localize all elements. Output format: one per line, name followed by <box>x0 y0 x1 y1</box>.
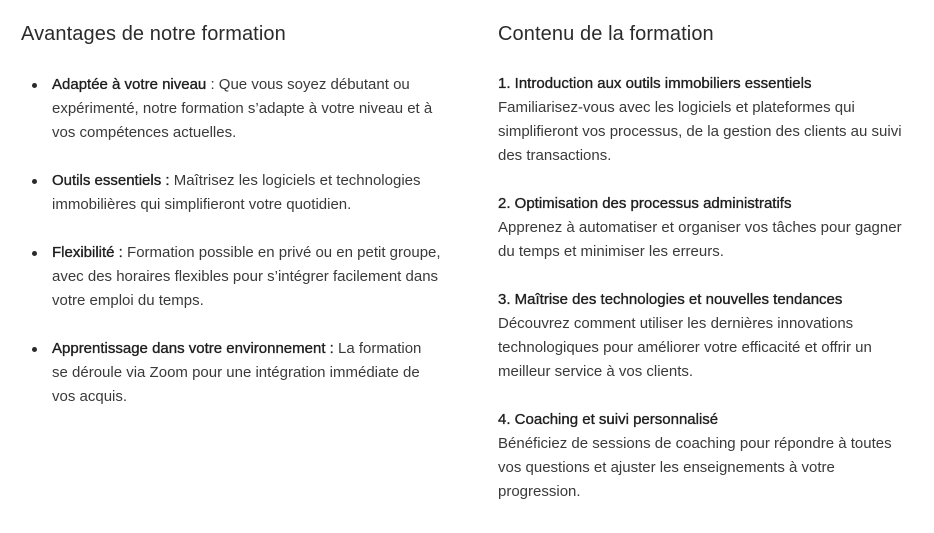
benefit-text: La formation se déroule via Zoom pour une intégration immédiate de vos acquis. <box>52 340 422 405</box>
benefit-text: Que vous soyez débutant ou expérimenté, notre formation s’adapte à votre niveau et à vos compétences actuelles. <box>52 76 433 141</box>
bullet-icon <box>32 83 37 88</box>
benefit-label: Outils essentiels : <box>52 172 170 189</box>
module-description: Apprenez à automatiser et organiser vos tâches pour gagner du temps et minimiser les erreurs. <box>498 219 902 260</box>
module-description: Familiarisez-vous avec les logiciels et plateformes qui simplifieront vos processus, de la gestion des clients au suivi des transactions. <box>498 99 902 164</box>
module-description: Bénéficiez de sessions de coaching pour répondre à toutes vos questions et ajuster les enseignements à votre progression. <box>498 435 892 500</box>
benefit-text: Formation possible en privé ou en petit groupe, avec des horaires flexibles pour s’intégrer facilement dans votre emploi du temps. <box>52 244 441 309</box>
bullet-icon <box>32 251 37 256</box>
benefit-item-level <box>21 73 441 145</box>
benefits-list <box>21 73 441 409</box>
module-title: 3. Maîtrise des technologies et nouvelles tendances <box>498 291 843 308</box>
module-item-3 <box>498 288 918 384</box>
module-description: Découvrez comment utiliser les dernières innovations technologiques pour améliorer votre efficacité et offrir un meilleur service à vos clients. <box>498 315 872 380</box>
benefit-item-flexibility <box>21 241 441 313</box>
bullet-icon <box>32 179 37 184</box>
benefits-section <box>21 20 441 433</box>
module-item-4 <box>498 408 918 504</box>
content-section <box>498 20 918 528</box>
module-title: 4. Coaching et suivi personnalisé <box>498 411 719 428</box>
bullet-icon <box>32 347 37 352</box>
benefits-heading: Avantages de notre formation <box>21 23 286 45</box>
module-title: 1. Introduction aux outils immobiliers essentiels <box>498 75 812 92</box>
modules-list <box>498 72 918 504</box>
module-item-1 <box>498 72 918 168</box>
benefit-item-environment <box>21 337 441 409</box>
benefit-item-tools <box>21 169 441 217</box>
benefit-text: Maîtrisez les logiciels et technologies immobilières qui simplifieront votre quotidien. <box>52 172 421 213</box>
module-title: 2. Optimisation des processus administratifs <box>498 195 792 212</box>
benefit-separator: : <box>206 76 219 93</box>
benefit-label: Apprentissage dans votre environnement : <box>52 340 334 357</box>
content-heading: Contenu de la formation <box>498 23 714 45</box>
benefit-label: Adaptée à votre niveau <box>52 76 207 93</box>
benefit-label: Flexibilité : <box>52 244 123 261</box>
module-item-2 <box>498 192 918 264</box>
